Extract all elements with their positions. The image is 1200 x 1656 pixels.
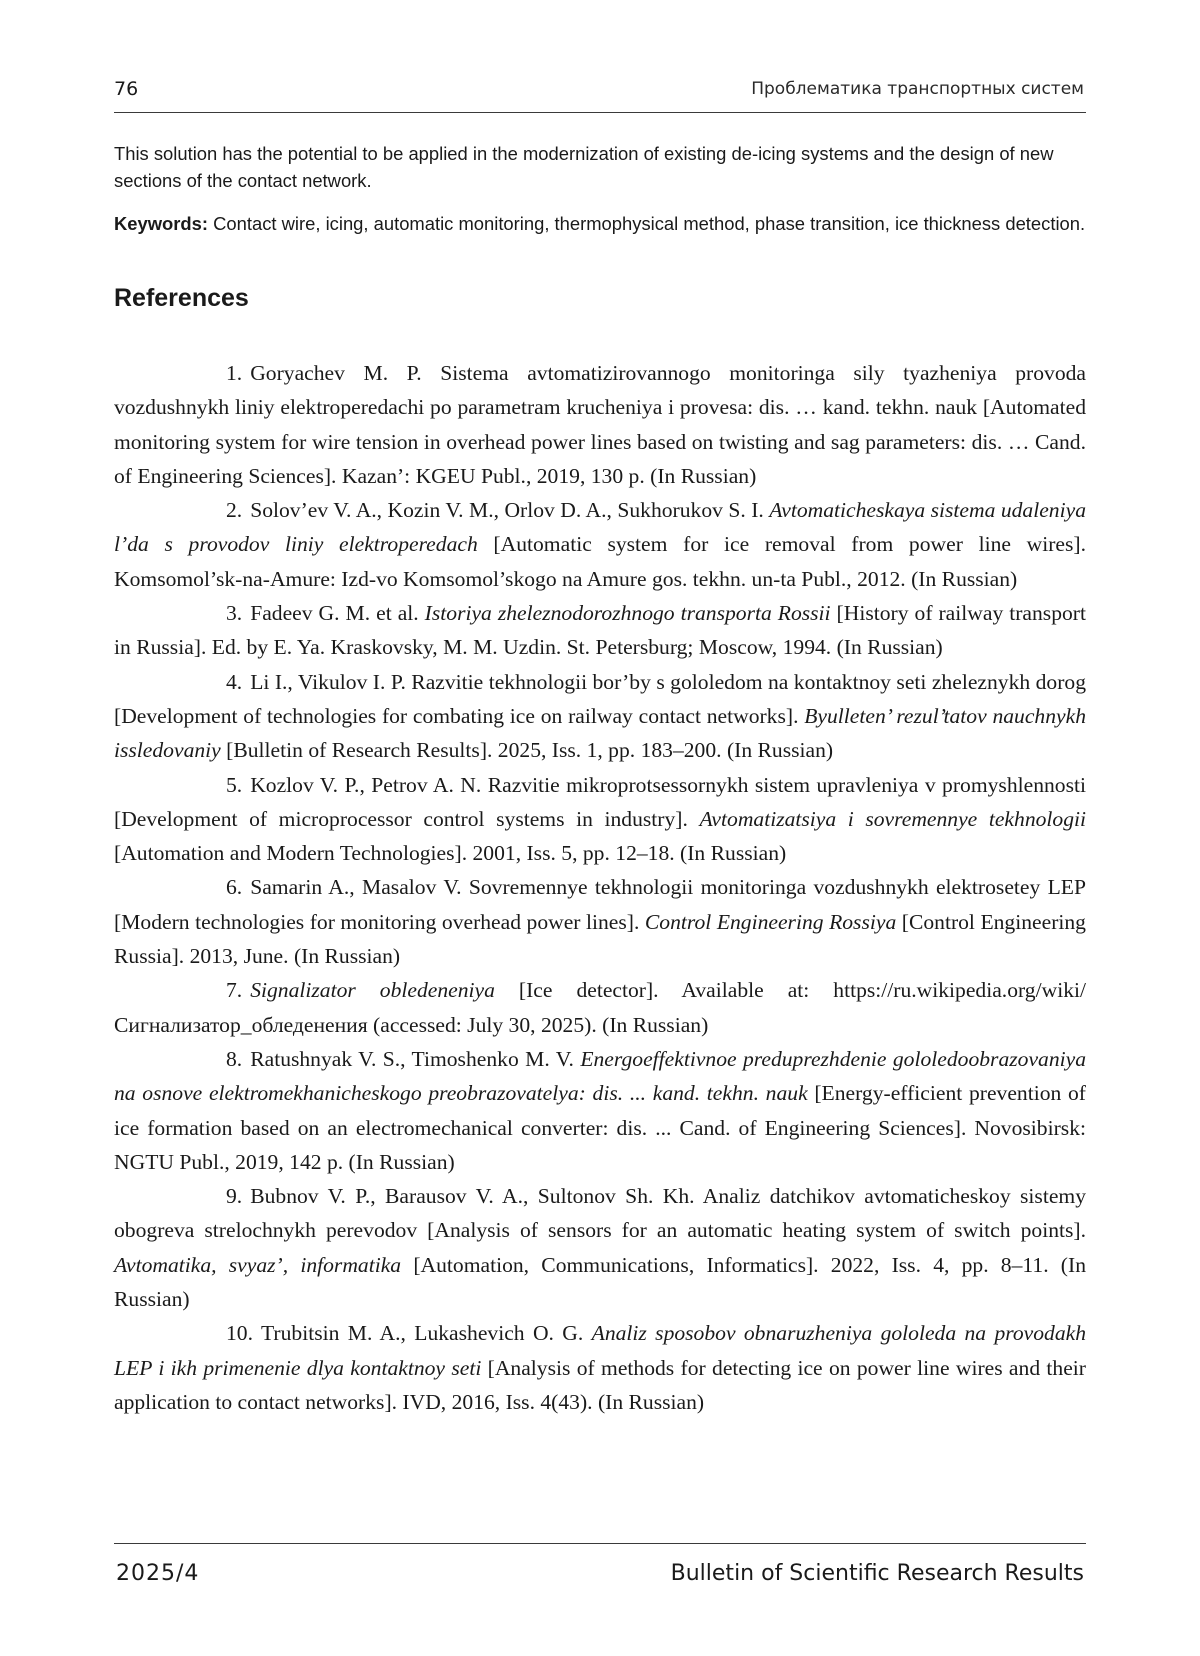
reference-text: Ratushnyak V. S., Timoshenko M. V. — [250, 1046, 581, 1071]
reference-text: [History of railway transport in Russia]. Ed. by E. Ya. Kraskovsky, M. M. Uzdin. St. Petersburg; Moscow, 1994. (In Russian) — [114, 601, 1086, 660]
reference-text: [Ice detector]. Available at: https://ru.wikipedia.org/wiki/Сигнализатор_обледенения (accessed: July 30, 2025). (In Russian) — [114, 978, 1086, 1037]
reference-number: 2. — [226, 498, 243, 523]
reference-title: Avtomatizatsiya i sovremennye tekhnologii — [699, 806, 1087, 831]
reference-number: 9. — [226, 1184, 243, 1209]
reference-number: 1. — [226, 361, 243, 385]
reference-title: Byulleten’ rezul’tatov nauchnykh issledovaniy — [114, 703, 1086, 763]
reference-text: Solov’ev V. A., Kozin V. M., Orlov D. A., Sukhorukov S. I. — [250, 498, 770, 523]
page-header — [114, 78, 1086, 113]
journal-name: Bulletin of Scientific Research Results — [670, 1561, 1084, 1586]
reference-item — [114, 1179, 1086, 1316]
reference-item — [114, 1316, 1086, 1419]
reference-title: Avtomatika, svyaz’, informatika — [114, 1252, 402, 1277]
reference-number: 6. — [226, 875, 243, 900]
reference-text: Goryachev M. P. Sistema avtomatizirovannogo monitoringa sily tyazheniya provoda vozdushnykh liniy elektroperedachi po parametram krucheniya i provesa: dis. … kand. tekhn. nauk [Automated monitoring system for wire tension in overhead power lines based on twisting and sag parameters: dis. … Cand. of Engineering Sciences]. Kazan’: KGEU Publ., 2019, 130 p. (In Russian) — [114, 361, 1086, 488]
reference-text: [Control Engineering Russia]. 2013, June. (In Russian) — [114, 909, 1086, 969]
reference-text: Trubitsin M. A., Lukashevich O. G. — [261, 1321, 592, 1346]
reference-text: Samarin A., Masalov V. Sovremennye tekhnologii monitoringa vozdushnykh elektrosetey LEP [Modern technologies for monitoring overhead power lines]. — [114, 875, 1086, 934]
reference-text: Fadeev G. M. et al. — [250, 601, 425, 626]
reference-item — [114, 1042, 1086, 1179]
abstract-text: This solution has the potential to be applied in the modernization of existing de-icing systems and the design of new sections of the contact network. — [114, 143, 1054, 191]
reference-number: 5. — [226, 772, 243, 797]
reference-number: 10. — [226, 1321, 253, 1346]
reference-title: Signalizator obledeneniya — [250, 978, 495, 1003]
reference-text: [Analysis of methods for detecting ice on power line wires and their application to contact networks]. IVD, 2016, Iss. 4(43). (In Russian) — [114, 1355, 1086, 1414]
keywords-text: Contact wire, icing, automatic monitoring, thermophysical method, phase transition, ice thickness detection. — [213, 213, 1086, 234]
references-heading: References — [114, 284, 249, 312]
reference-text: [Bulletin of Research Results]. 2025, Iss. 1, pp. 183–200. (In Russian) — [220, 738, 834, 763]
reference-number: 8. — [226, 1046, 243, 1071]
reference-item — [114, 596, 1086, 665]
reference-number: 3. — [226, 601, 243, 626]
reference-text: Kozlov V. P., Petrov A. N. Razvitie mikroprotsessornykh sistem upravleniya v promyshlennosti [Development of microprocessor control systems in industry]. — [114, 772, 1086, 831]
reference-text: Li I., Vikulov I. P. Razvitie tekhnologii bor’by s gololedom na kontaktnoy seti zheleznykh dorog [Development of technologies for combating ice on railway contact networks]. — [114, 669, 1086, 728]
reference-title: Istoriya zheleznodorozhnogo transporta Rossii — [424, 601, 831, 626]
reference-item — [114, 973, 1086, 1042]
running-title: Проблематика транспортных систем — [751, 79, 1084, 99]
reference-item — [114, 768, 1086, 871]
reference-text: [Automatic system for ice removal from power line wires]. Komsomol’sk-na-Amure: Izd-vo Komsomol’skogo na Amure gos. tekhn. un-ta Publ., 2012. (In Russian) — [114, 532, 1086, 591]
reference-text: [Automation, Communications, Informatics]. 2022, Iss. 4, pp. 8–11. (In Russian) — [114, 1252, 1086, 1312]
reference-title: Analiz sposobov obnaruzheniya gololeda na provodakh LEP i ikh primenenie dlya kontaktnoy seti — [114, 1321, 1086, 1380]
reference-text: Bubnov V. P., Barausov V. A., Sultonov Sh. Kh. Analiz datchikov avtomaticheskoy sistemy obogreva strelochnykh perevodov [Analysis of sensors for an automatic heating system of switch points]. — [114, 1184, 1086, 1243]
reference-text: [Automation and Modern Technologies]. 2001, Iss. 5, pp. 12–18. (In Russian) — [114, 841, 787, 866]
page-footer — [114, 1543, 1086, 1594]
keywords-label: Keywords: — [114, 213, 209, 234]
issue-number: 2025/4 — [116, 1561, 200, 1586]
reference-item — [114, 870, 1086, 973]
reference-title: Control Engineering Rossiya — [644, 909, 897, 934]
reference-item — [114, 665, 1086, 768]
reference-text: [Energy-efficient prevention of ice formation based on an electromechanical converter: dis. ... Cand. of Engineering Sciences]. Novosibirsk: NGTU Publ., 2019, 142 p. (In Russian) — [114, 1081, 1086, 1174]
reference-title: Energoeffektivnoe preduprezhdenie gololedoobrazovaniya na osnove elektromekhanicheskogo preobrazovatelya: dis. ... kand. tekhn. nauk — [114, 1046, 1086, 1106]
reference-number: 4. — [226, 669, 243, 694]
reference-title: Avtomaticheskaya sistema udaleniya l’da s provodov liniy elektroperedach — [114, 498, 1086, 557]
keywords — [114, 210, 1086, 237]
page-number: 76 — [114, 78, 139, 100]
reference-list — [114, 356, 1086, 1419]
reference-item — [114, 493, 1086, 596]
reference-number: 7. — [226, 978, 243, 1003]
reference-item — [114, 356, 1086, 493]
